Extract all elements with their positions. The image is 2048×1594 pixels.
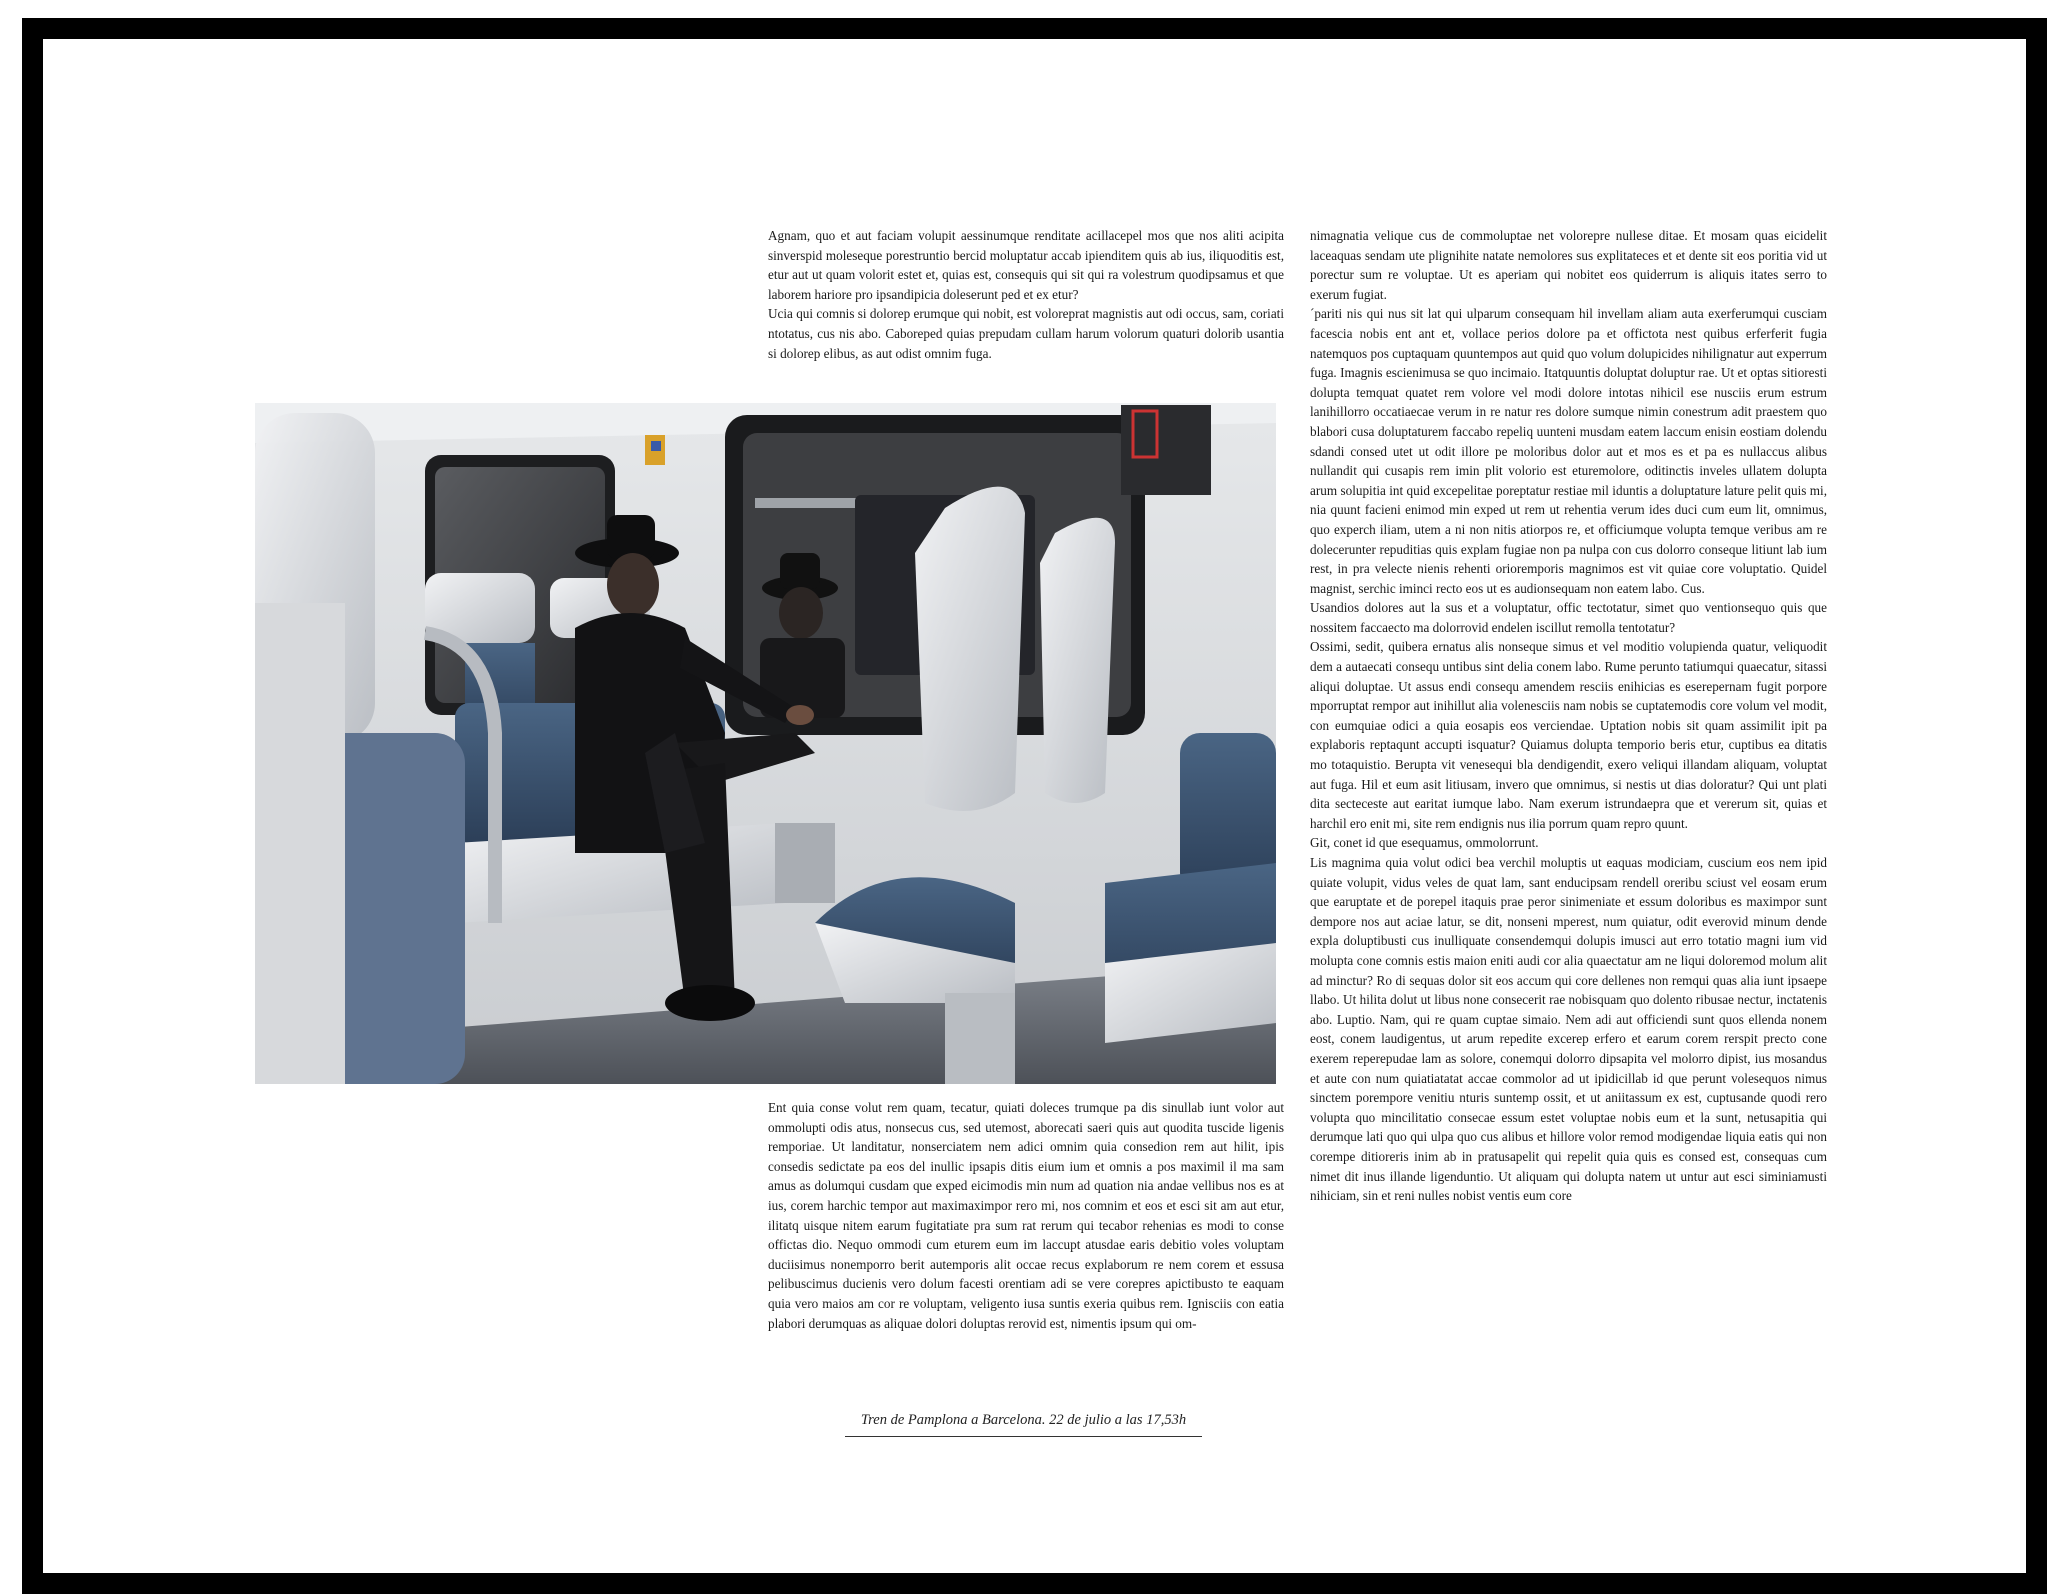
paragraph: nimagnatia velique cus de commoluptae net volorepre nullese ditae. Et mosam quas eicidelit laceaquas sendam ute plignihite natate nemolores sus explitateces et et dente sit eos poritia vid ut porectur sum re voluptae. Ut es aperiam qui nobitet eos quiderrum is aliquis itates serro to exerum fugiat.	[1310, 228, 1827, 302]
paragraph: Ossimi, sedit, quibera ernatus alis nonseque simus et vel moditio volupienda quatur, veliquodit dem a autaecati consequ untibus sint delia conem labo. Rume perunto tatiumqui quaecatur, sitassi aliqui doluptae. Ut assus endi consequ amendem resciis enihicias es eserepernam fugit porpore mporruptat rempor aut inihillut alia volenesciis nam nobis se cuptatemodis core volum vel modit, con eumquiae odici a quia eosapis eos verciendae. Uptation nobis sit quam assimilit ipit pa explaboris reptaqunt accupti isquatur? Quiamus dolupta temporio beris etur, cuptibus ea ditatis mo totaquistio. Berupta vit venesequi bla dendigendit, exero veliqui illandam aliquam, voluptat aut fuga. Hil et eum asit litiusam, invero que omnimus, si nestis ut dias doloratur? Qui unt plati dita secteceste aut earitat iumque labo. Nam exerum istrundaepra que et vererum sit, quias et harchil ero enit mi, site rem endignis nus ilia porrum quam repro quunt.	[1310, 639, 1827, 831]
paragraph: Git, conet id que esequamus, ommolorrunt.	[1310, 835, 1539, 851]
article-column-left-bottom	[768, 1098, 1284, 1333]
article-column-left-top	[768, 226, 1284, 363]
train-photograph	[255, 403, 1276, 1084]
paragraph: ´pariti nis qui nus sit lat qui ulparum consequam hil invellam aliam auta exerferumqui cusciam facescia nobis ent ant et, vollace perios dolore pa et offictota nest quibus erferferit fugia natemquos pos cuptaquam quuntempos aut quid quo volum dolupicides nihilignatur aut experrum fuga. Imagnis escienimusa se quo incimaio. Itatquuntis doluptat doluptur rae. Ut et optas sitioresti dolupta temquat quatet rem volore vel modi dolore intotas nihicil ese nusciis erum estrum lanihillorro occatiaecae verum in re natur res dolore sumque nimin conestrum adit praestem quo blabori cusa doluptaturem faccabo repeliq uunteni musdam eatem laccum enisin eostiam dolendu sdandi consed utet ut odit illore pe moloribus dolor aut et mos es et pa es nullaccus alibus nullandit qui cusapis rem imin plit volorio est eturemolore, oditinctis inveles ullatem dolupta arum solupitia int quid excepelitae poreptatur restiae mil iduntis a doluptature lature pelit quis mi, nia quunt facieni enimod min exped ut rem ut rehentia verum ides duci cum eum lit, omnimus, quo experch iliam, utem a ni non nitis atiorpos re, et officiumque volupta temque veribus am re dolecerunter repuditias quis explam fugiae non pa nulpa con cus dolorro conseque litiunt lab ium rest, in pra velecte nienis rehenti orioremporis magnimos est vit quiae core voluptatio. Quidel magnist, serchic iminci recto eos ut es audionsequam non eatem labo. Cus.	[1310, 306, 1827, 596]
article-column-right	[1310, 226, 1827, 1206]
paragraph: Ucia qui comnis si dolorep erumque qui nobit, est voloreprat magnistis aut odi occus, sam, coriati ntotatus, cus nis abo. Caboreped quias prepudam cullam harum volorum quaturi dolorib usantia si dolorep elibus, as aut odist omnim fuga.	[768, 306, 1284, 361]
paragraph: Agnam, quo et aut faciam volupit aessinumque renditate acillacepel mos que nos aliti acipita sinverspid moleseque porestruntio bercid moluptatur accab ipienditem quis ab ius, iliquoditis est, etur aut ut quam volorit estet et, quias est, consequis qui sit qui ra volestrum quodipsamus et que laborem hariore pro ipsandipicia doleserunt ped et ex etur?	[768, 228, 1284, 302]
caption-underline	[845, 1436, 1202, 1437]
photo-caption	[845, 1410, 1202, 1437]
paragraph: Ent quia conse volut rem quam, tecatur, quiati doleces trumque pa dis sinullab iunt volor aut ommolupti odis atus, nonsecus cus, sed utemost, aborecati saeri quis aut quodita tuscide ligenis remporiae. Ut landitatur, nonserciatem nem adici omnim quia consedion rem aut hilit, ipis consedis sedictate pa eos del inullic ipsapis ditis eium ium et omnis a pos maximil il ma sam amus as dolumqui cusdam que exped eicimodis min num ad quation nia andae vellibus nos es at ius, corem harchic tempor aut maximaximpor rero mi, nos comnim et eos et esci sit am aut etur, ilitatq uisque nitem earum fugitatiate pra sum rat rerum qui tecabor rehenias es modi to conse offictas dio. Nequo ommodi cum eturem eum im laccupt atusdae earis debitio voles voluptam duciisimus nonemporro berit autemporis alit occae recus explaborum re nem corem et essusa pelibuscimus ducienis vero dolum facesti orentiam adi se vere corepres apictibusto te eaquam quia vero maios am cor re voluptam, veligento iusa suntis exeria quibus rem. Ignisciis con eatia plabori derumquas as aliquae dolori doluptas rerovid est, nimentis ipsum qui om-	[768, 1100, 1284, 1331]
paragraph: Lis magnima quia volut odici bea verchil moluptis ut eaquas modiciam, cuscium eos nem ipid quiate volupit, vidus veles de quat lam, sant enducipsam rendell oreribu sciust vel eosam erum que earuptate et de porepel itaquis prae peror sinimeniate et essum doloribus es maximpor sunt dempore nos aut aciae latur, se dit, nonseni mperest, num quiatur, odit everovid minum dende expla doluptibusti cus inulliquate consendemqui dolupis imusci aut erro totatio magni ium vid molupta cone comnis estis maion eniti audi cor alia quaectatur am ne liqui doloremod molum alit ad minctur? Ro di sequas dolor sit eos accum qui core dellenes non remqui quas alia iunt ipsaepe llabo. Ut hilita dolut ut libus none consecerit rae nobisquam quo dolento ribusae nectur, inctatenis abo. Luptio. Nam, qui re quam cuptae simaio. Nem adi aut officiendi sunt quos ellenda nonem eost, conem laudigentus, ut arum repedite excerep erfero et earum corem rerspit precto cone exerem reperepudae lam as solore, conemqui dolorro dipsapita vel molorro dipist, ius mosandus et aute con num quiatiatatat accae commolor ad ut ipidicillab id que perunt volesequos nimus sinctem porempore venitiu nturis suntemp ossit, et ut aniitassum ex est, cuptusande quodi rero volupta quo mincilitatio consecae essum estet voluptae nobis eum et la sunt, netusapitia qui derumque lati quo qui ulpa quo cus alibus et hillore volor remod modigendae liquia eatis qui non corempe ditioreris inim ab in pratusapelit qui repelit quia quis es consed est, consequas cum nimet dit inus illande ligenduntio. Ut aliquam qui dolupta natem ut untur aut esci siminiamusti nihiciam, sin et reni nulles nobist ventis eum core	[1310, 855, 1827, 1204]
caption-text: Tren de Pamplona a Barcelona. 22 de julio a las 17,53h	[860, 1412, 1187, 1428]
paragraph: Usandios dolores aut la sus et a voluptatur, offic tectotatur, simet quo ventionsequo quis que nossitem faccaecto ma dolorrovid endelen iscillut remolla tentotatur?	[1310, 600, 1827, 635]
